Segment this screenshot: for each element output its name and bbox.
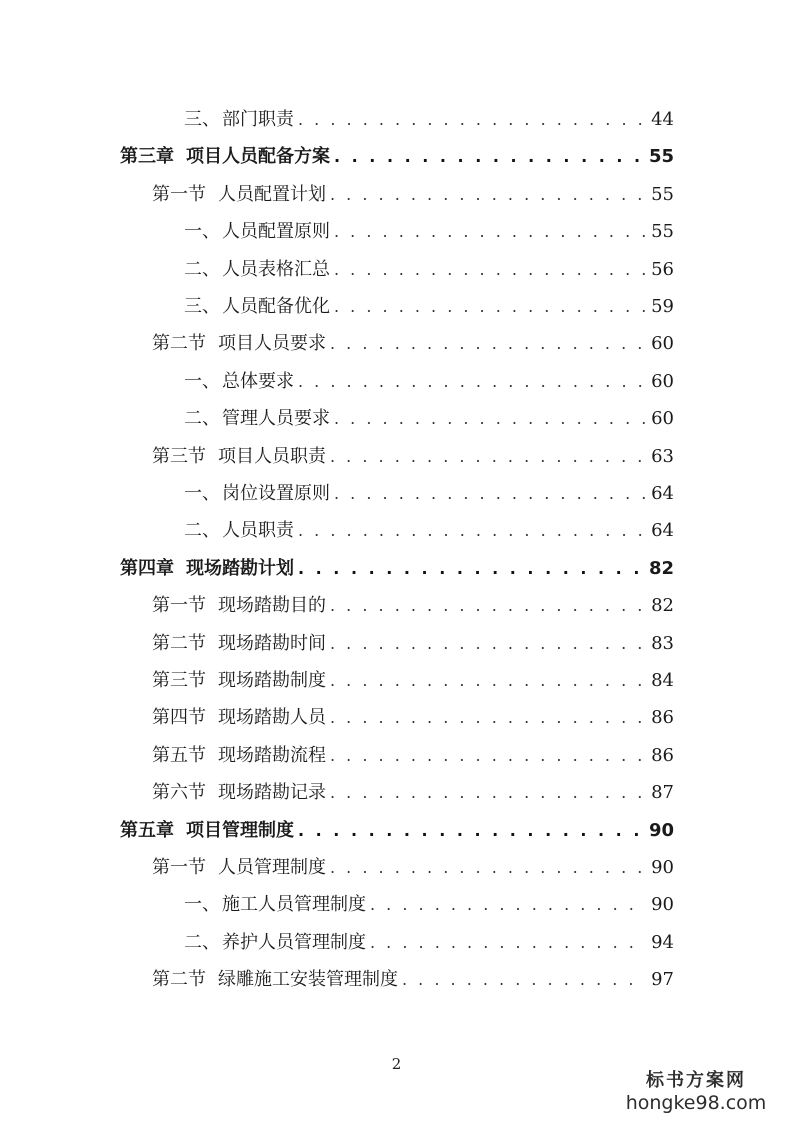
toc-entry-page-number: 60 <box>651 370 674 392</box>
toc-dot-leader <box>298 367 645 397</box>
toc-entry-page-number: 86 <box>651 707 674 729</box>
toc-dot-leader <box>370 928 645 958</box>
toc-entry-label: 项目人员职责 <box>218 445 326 467</box>
toc-entry-prefix: 一、 <box>184 483 220 504</box>
toc-dot-leader <box>334 142 643 172</box>
toc-entry-prefix: 第二节 <box>152 969 206 991</box>
toc-entry-label: 管理人员要求 <box>222 408 330 430</box>
toc-entry-prefix: 二、 <box>184 408 220 430</box>
toc-dot-leader <box>330 666 645 696</box>
toc-entry-label: 人员配置原则 <box>222 221 330 243</box>
toc-entry[interactable] <box>152 741 674 771</box>
toc-entry-prefix: 第一节 <box>152 595 206 617</box>
toc-entry-label: 人员表格汇总 <box>222 258 330 280</box>
toc-entry[interactable] <box>152 329 674 359</box>
toc-dot-leader <box>330 703 645 733</box>
toc-entry-prefix: 第三节 <box>152 445 206 467</box>
toc-entry-page-number: 86 <box>651 744 674 766</box>
toc-entry-page-number: 59 <box>651 296 674 317</box>
toc-dot-leader <box>330 591 645 621</box>
toc-dot-leader <box>298 816 643 846</box>
toc-entry[interactable] <box>184 928 674 958</box>
toc-entry-page-number: 64 <box>651 520 674 542</box>
toc-entry[interactable] <box>184 255 674 285</box>
toc-entry-page-number: 55 <box>651 221 674 243</box>
toc-entry[interactable] <box>152 180 674 210</box>
toc-dot-leader <box>334 255 645 285</box>
toc-entry-page-number: 90 <box>651 857 674 878</box>
toc-entry-prefix: 第一节 <box>152 857 206 878</box>
toc-entry-label: 项目人员要求 <box>218 333 326 355</box>
toc-entry-page-number: 60 <box>651 408 674 430</box>
toc-entry-prefix: 第二节 <box>152 333 206 355</box>
toc-entry-prefix: 一、 <box>184 894 220 916</box>
toc-entry-page-number: 82 <box>651 595 674 617</box>
toc-entry-label: 现场踏勘人员 <box>218 707 326 729</box>
toc-entry-page-number: 64 <box>651 483 674 504</box>
toc-entry-prefix: 第六节 <box>152 782 206 804</box>
toc-entry-prefix: 二、 <box>184 258 220 280</box>
toc-entry-prefix: 第四章 <box>120 557 174 579</box>
toc-entry-label: 人员管理制度 <box>218 857 326 878</box>
toc-entry-label: 项目管理制度 <box>186 819 294 841</box>
toc-entry-page-number: 97 <box>651 969 674 991</box>
watermark-logo <box>611 1070 781 1114</box>
toc-entry-page-number: 90 <box>651 894 674 916</box>
toc-dot-leader <box>334 404 645 434</box>
toc-dot-leader <box>330 778 645 808</box>
toc-entry-page-number: 55 <box>651 183 674 205</box>
toc-dot-leader <box>298 516 645 546</box>
toc-entry-label: 现场踏勘流程 <box>218 744 326 766</box>
toc-entry-label: 现场踏勘计划 <box>186 557 294 579</box>
toc-entry-label: 现场踏勘目的 <box>218 595 326 617</box>
toc-entry[interactable] <box>120 142 674 172</box>
toc-entry-prefix: 第二节 <box>152 632 206 654</box>
toc-entry[interactable] <box>152 666 674 696</box>
toc-dot-leader <box>334 479 645 509</box>
toc-entry-label: 现场踏勘制度 <box>218 670 326 691</box>
toc-entry-label: 养护人员管理制度 <box>222 931 366 953</box>
toc-entry-page-number: 94 <box>651 931 674 953</box>
toc-entry[interactable] <box>120 816 674 846</box>
toc-entry-page-number: 90 <box>648 819 674 841</box>
toc-dot-leader <box>334 217 645 247</box>
toc-entry[interactable] <box>184 292 674 322</box>
toc-entry-prefix: 第四节 <box>152 707 206 729</box>
toc-entry-page-number: 87 <box>651 782 674 804</box>
toc-entry-prefix: 第三章 <box>120 146 174 168</box>
toc-entry[interactable] <box>152 591 674 621</box>
toc-entry-page-number: 55 <box>648 146 674 168</box>
toc-entry-label: 项目人员配备方案 <box>186 146 330 168</box>
toc-entry[interactable] <box>152 442 674 472</box>
toc-entry[interactable] <box>152 629 674 659</box>
toc-entry-prefix: 二、 <box>184 931 220 953</box>
toc-entry-page-number: 44 <box>651 109 674 130</box>
toc-entry-label: 岗位设置原则 <box>222 483 330 504</box>
toc-entry-prefix: 第五章 <box>120 819 174 841</box>
toc-entry-label: 现场踏勘时间 <box>218 632 326 654</box>
toc-dot-leader <box>298 105 645 135</box>
toc-entry-page-number: 83 <box>651 632 674 654</box>
toc-dot-leader <box>330 442 645 472</box>
toc-entry-prefix: 第一节 <box>152 183 206 205</box>
toc-entry-prefix: 三、 <box>184 296 220 317</box>
toc-entry-label: 人员配备优化 <box>222 296 330 317</box>
watermark-title: 标书方案网 <box>646 1070 746 1091</box>
toc-dot-leader <box>330 853 645 883</box>
toc-entry-label: 部门职责 <box>222 109 294 130</box>
toc-entry-label: 绿雕施工安装管理制度 <box>218 969 398 991</box>
toc-dot-leader <box>330 180 645 210</box>
toc-entry-label: 总体要求 <box>222 370 294 392</box>
toc-entry-page-number: 82 <box>648 557 674 579</box>
toc-dot-leader <box>370 890 645 920</box>
toc-entry[interactable] <box>152 778 674 808</box>
toc-entry-prefix: 一、 <box>184 221 220 243</box>
toc-entry-page-number: 63 <box>651 445 674 467</box>
toc-entry-prefix: 三、 <box>184 109 220 130</box>
toc-entry-prefix: 第五节 <box>152 744 206 766</box>
page-number: 2 <box>391 1055 402 1073</box>
toc-entry-prefix: 第三节 <box>152 670 206 691</box>
toc-entry[interactable] <box>184 217 674 247</box>
toc-entry-prefix: 二、 <box>184 520 220 542</box>
toc-entry[interactable] <box>120 554 674 584</box>
toc-entry-page-number: 84 <box>651 670 674 691</box>
toc-entry-page-number: 56 <box>651 258 674 280</box>
toc-entry[interactable] <box>184 404 674 434</box>
toc-entry[interactable] <box>184 367 674 397</box>
watermark-url: hongke98.com <box>625 1092 767 1114</box>
toc-entry[interactable] <box>184 516 674 546</box>
toc-entry[interactable] <box>152 853 674 883</box>
toc-entry-label: 人员职责 <box>222 520 294 542</box>
toc-dot-leader <box>402 965 645 995</box>
toc-entry-label: 人员配置计划 <box>218 183 326 205</box>
toc-entry[interactable] <box>184 890 674 920</box>
toc-entry[interactable] <box>184 479 674 509</box>
toc-entry[interactable] <box>184 105 674 135</box>
toc-entry-label: 施工人员管理制度 <box>222 894 366 916</box>
toc-dot-leader <box>298 554 643 584</box>
toc-entry[interactable] <box>152 703 674 733</box>
toc-dot-leader <box>330 629 645 659</box>
toc-entry-label: 现场踏勘记录 <box>218 782 326 804</box>
toc-dot-leader <box>330 329 645 359</box>
toc-dot-leader <box>334 292 645 322</box>
toc-dot-leader <box>330 741 645 771</box>
toc-entry-prefix: 一、 <box>184 370 220 392</box>
toc-entry-page-number: 60 <box>651 333 674 355</box>
toc-entry[interactable] <box>152 965 674 995</box>
